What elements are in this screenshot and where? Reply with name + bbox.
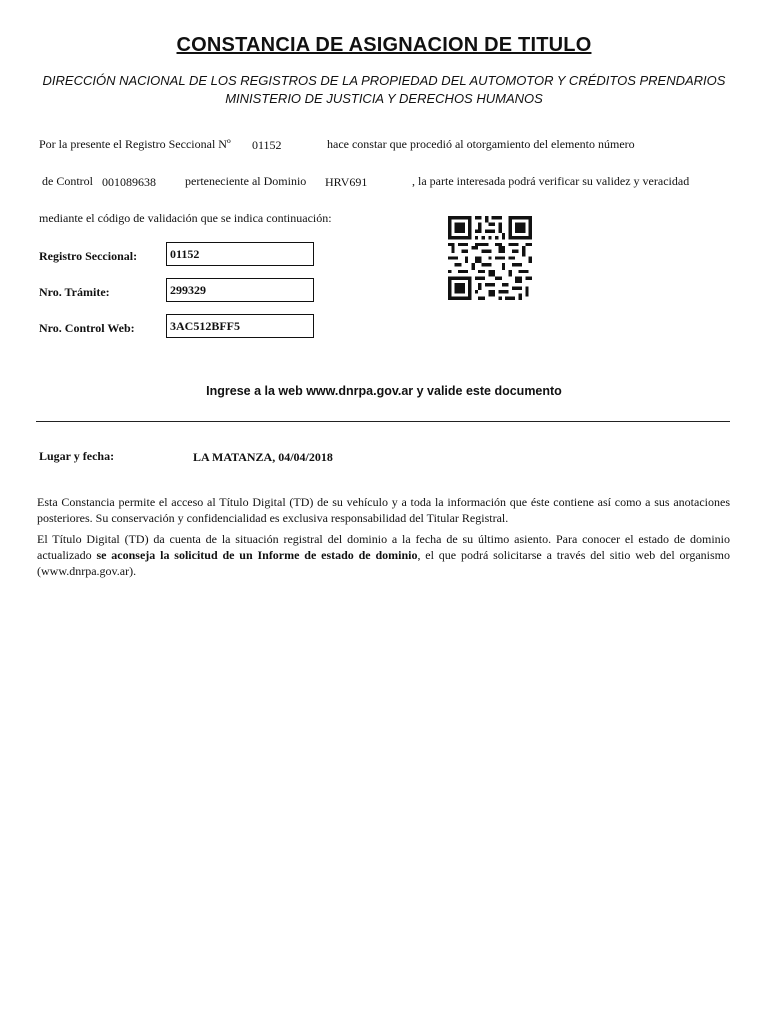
paragraph-titulo-digital (37, 531, 730, 579)
statement-otorgamiento: hace constar que procedió al otorgamiento del elemento número (327, 137, 635, 151)
section-divider (36, 421, 730, 422)
statement-perteneciente: perteneciente al Dominio (185, 174, 307, 188)
nro-control-web-label: Nro. Control Web: (39, 321, 135, 335)
registro-seccional-number: 01152 (252, 138, 282, 152)
statement-intro: Por la presente el Registro Seccional Nº (39, 137, 231, 151)
validation-instruction: Ingrese a la web www.dnrpa.gov.ar y valide este documento (206, 384, 562, 398)
statement-verificar: , la parte interesada podrá verificar su validez y veracidad (412, 174, 690, 188)
statement-de-control: de Control (42, 174, 93, 188)
document-title: CONSTANCIA DE ASIGNACION DE TITULO (176, 34, 592, 56)
paragraph-titulo-digital-bold: se aconseja la solicitud de un Informe de estado de dominio (96, 548, 418, 562)
control-number: 001089638 (102, 175, 156, 189)
paragraph-titulo-digital-part1: El Título Digital (TD) da cuenta de la situación registral del dominio a la fecha de su último asiento. Para conocer el estado de dominio actualizado (37, 532, 730, 562)
dominio-value: HRV691 (325, 175, 368, 189)
paragraph-access: Esta Constancia permite el acceso al Título Digital (TD) de su vehículo y a toda la información que éste contiene así como a sus anotaciones posteriores. Su conservación y confidencialidad es exclusiva responsabilidad del Titular Registral. (37, 495, 730, 525)
registro-seccional-field: 01152 (166, 242, 314, 266)
subtitle-line-2: MINISTERIO DE JUSTICIA Y DERECHOS HUMANOS (225, 91, 543, 106)
nro-control-web-field: 3AC512BFF5 (166, 314, 314, 338)
subtitle-line-1: DIRECCIÓN NACIONAL DE LOS REGISTROS DE LA PROPIEDAD DEL AUTOMOTOR Y CRÉDITOS PRENDARIOS (42, 73, 726, 88)
registro-seccional-label: Registro Seccional: (39, 249, 138, 263)
paragraph-titulo-digital-part2: , el que podrá solicitarse a través del sitio web del organismo (www.dnrpa.gov.ar). (37, 548, 730, 578)
nro-tramite-label: Nro. Trámite: (39, 285, 110, 299)
qr-code-icon (448, 216, 532, 300)
place-date-value: LA MATANZA, 04/04/2018 (193, 450, 333, 464)
nro-tramite-field: 299329 (166, 278, 314, 302)
statement-validacion: mediante el código de validación que se indica continuación: (39, 211, 332, 225)
place-date-label: Lugar y fecha: (39, 449, 115, 463)
